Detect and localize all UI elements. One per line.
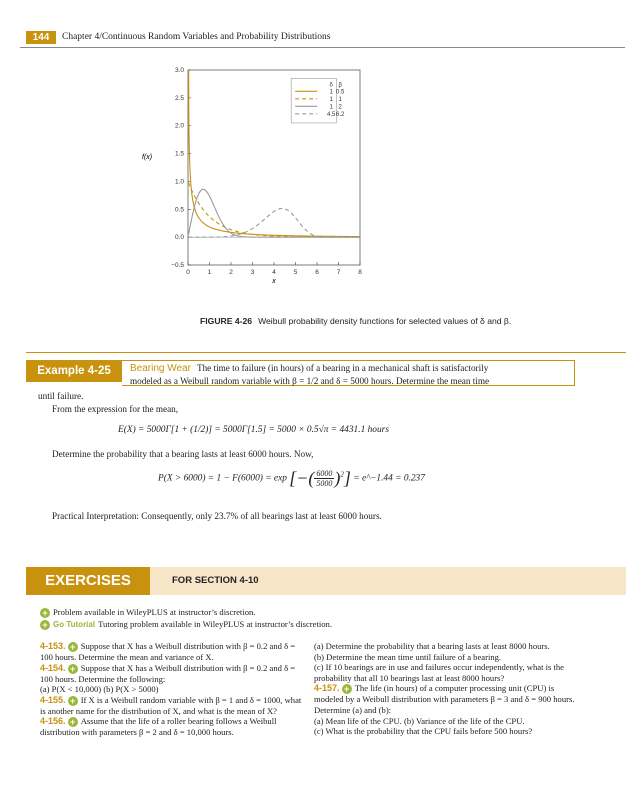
exercise-item: (a) Determine the probability that a bearing lasts at least 8000 hours.	[314, 641, 550, 651]
equation-probability: P(X > 6000) = 1 − F(6000) = exp [−( $\frac{6000}{5000}$ )$^2$] = e^−1.44 = 0.237	[158, 468, 425, 488]
legend-header-beta: β	[338, 82, 342, 89]
y-tick-label: −0.5	[171, 262, 184, 269]
figure-caption-text: Weibull probability density functions for selected values of δ and β.	[258, 316, 512, 326]
legend-beta-value: 2	[338, 104, 342, 111]
legend-delta-value: 4.5	[327, 111, 336, 118]
y-tick-label: 1.0	[174, 178, 184, 186]
x-tick-label: 4	[272, 269, 276, 276]
legend-beta-value: 1	[338, 96, 342, 103]
exercise-item: 4-153. + Suppose that X has a Weibull distribution with β = 0.2 and δ = 100 hours. Determine the mean and variance of X.	[40, 641, 296, 662]
figure-caption	[200, 316, 511, 326]
x-tick-label: 7	[336, 269, 341, 276]
exercise-item: 4-156. + Assume that the life of a roller bearing follows a Weibull distribution with parameters β = 2 and δ = 10,000 hours.	[40, 716, 277, 738]
header-rule	[20, 47, 625, 48]
note-tutorial: + Go Tutorial Tutoring problem available in WileyPLUS at instructor’s discretion.	[40, 618, 332, 631]
example-line5: Determine the probability that a bearing lasts at least 6000 hours. Now,	[52, 449, 314, 459]
y-tick-label: 0.5	[174, 206, 184, 214]
x-tick-label: 0	[186, 269, 190, 276]
example-line4: From the expression for the mean,	[52, 404, 179, 414]
example-title: Bearing Wear	[130, 363, 191, 374]
legend-beta-value: 0.5	[336, 89, 345, 96]
plus-icon: +	[68, 717, 78, 727]
exercise-item: (c) What is the probability that the CPU fails before 500 hours?	[314, 726, 533, 737]
equation-mean: E(X) = 5000Γ[1 + (1/2)] = 5000Γ[1.5] = 5000 × 0.5√π = 4431.1 hours	[118, 425, 389, 435]
exercise-item: 4-154. + Suppose that X has a Weibull distribution with β = 0.2 and δ = 100 hours. Determine the following:	[40, 662, 296, 684]
weibull-chart	[140, 60, 380, 305]
plus-icon: +	[68, 696, 78, 706]
page-number: 144	[26, 31, 56, 44]
x-tick-label: 6	[315, 269, 319, 276]
legend-beta-value: 6.2	[336, 111, 345, 118]
legend-delta-value: 1	[329, 89, 333, 96]
exercises-left-column	[40, 641, 303, 738]
x-tick-label: 2	[229, 269, 233, 276]
exercise-item: (a) Mean life of the CPU. (b) Variance of the life of the CPU.	[314, 715, 525, 726]
x-axis-label: x	[272, 278, 276, 285]
exercise-item: (a) P(X < 10,000) (b) P(X > 5000)	[40, 684, 159, 695]
exercise-item: 4-155. + If X is a Weibull random variable with β = 1 and δ = 1000, what is another name for the distribution of X, and what is the mean of X?	[40, 694, 302, 716]
y-tick-label: 3.0	[174, 67, 184, 74]
plus-icon: +	[68, 664, 78, 674]
series-line	[188, 189, 360, 237]
x-tick-label: 5	[293, 269, 298, 276]
exercise-item: (c) If 10 bearings are in use and failures occur independently, what is the probability that all 10 bearings last at least 8000 hours?	[314, 662, 564, 683]
y-axis-label: f(x)	[142, 154, 153, 162]
exercises-section: FOR SECTION 4-10	[172, 575, 259, 586]
note-wileyplus: + Problem available in WileyPLUS at instructor’s discretion.	[40, 606, 255, 618]
figure-label: FIGURE 4-26	[200, 316, 253, 326]
x-tick-label: 8	[358, 269, 362, 276]
plus-icon: +	[40, 620, 50, 630]
example-line3: until failure.	[38, 391, 84, 401]
plus-icon: +	[342, 684, 352, 694]
y-tick-label: 2.0	[174, 122, 184, 130]
legend-delta-value: 1	[329, 104, 333, 111]
example-label: Example 4-25	[26, 360, 122, 382]
equation-fraction: $\frac{6000}{5000}$	[316, 469, 333, 488]
y-tick-label: 0.0	[174, 234, 184, 242]
example-top-rule	[26, 352, 626, 353]
chapter-title: Chapter 4/Continuous Random Variables and Probability Distributions	[62, 32, 331, 42]
x-tick-label: 1	[207, 269, 212, 276]
example-line2: modeled as a Weibull random variable with β = 1/2 and δ = 5000 hours. Determine the mean time	[130, 376, 490, 386]
y-tick-label: 1.5	[174, 150, 184, 158]
chart-legend	[291, 78, 345, 123]
plus-icon: +	[40, 608, 50, 618]
plus-icon: +	[68, 642, 78, 652]
y-tick-label: 2.5	[174, 94, 184, 102]
exercise-item: 4-157. + The life (in hours) of a computer processing unit (CPU) is modeled by a Weibull distribution with parameters β = 3 and δ = 900 hours. Determine (a) and (b):	[314, 683, 575, 715]
x-tick-label: 3	[250, 269, 255, 276]
example-line1: Bearing Wear The time to failure (in hours) of a bearing in a mechanical shaft is satisfactorily	[130, 363, 489, 374]
exercises-right-column	[314, 641, 582, 737]
exercises-label: EXERCISES	[26, 567, 150, 595]
legend-header-delta: δ	[329, 82, 333, 89]
practical-interpretation: Practical Interpretation: Consequently, only 23.7% of all bearings last at least 6000 hours.	[52, 511, 382, 521]
exercise-item: (b) Determine the mean time until failure of a bearing.	[314, 651, 502, 662]
series-line	[188, 209, 360, 238]
legend-delta-value: 1	[329, 96, 333, 103]
